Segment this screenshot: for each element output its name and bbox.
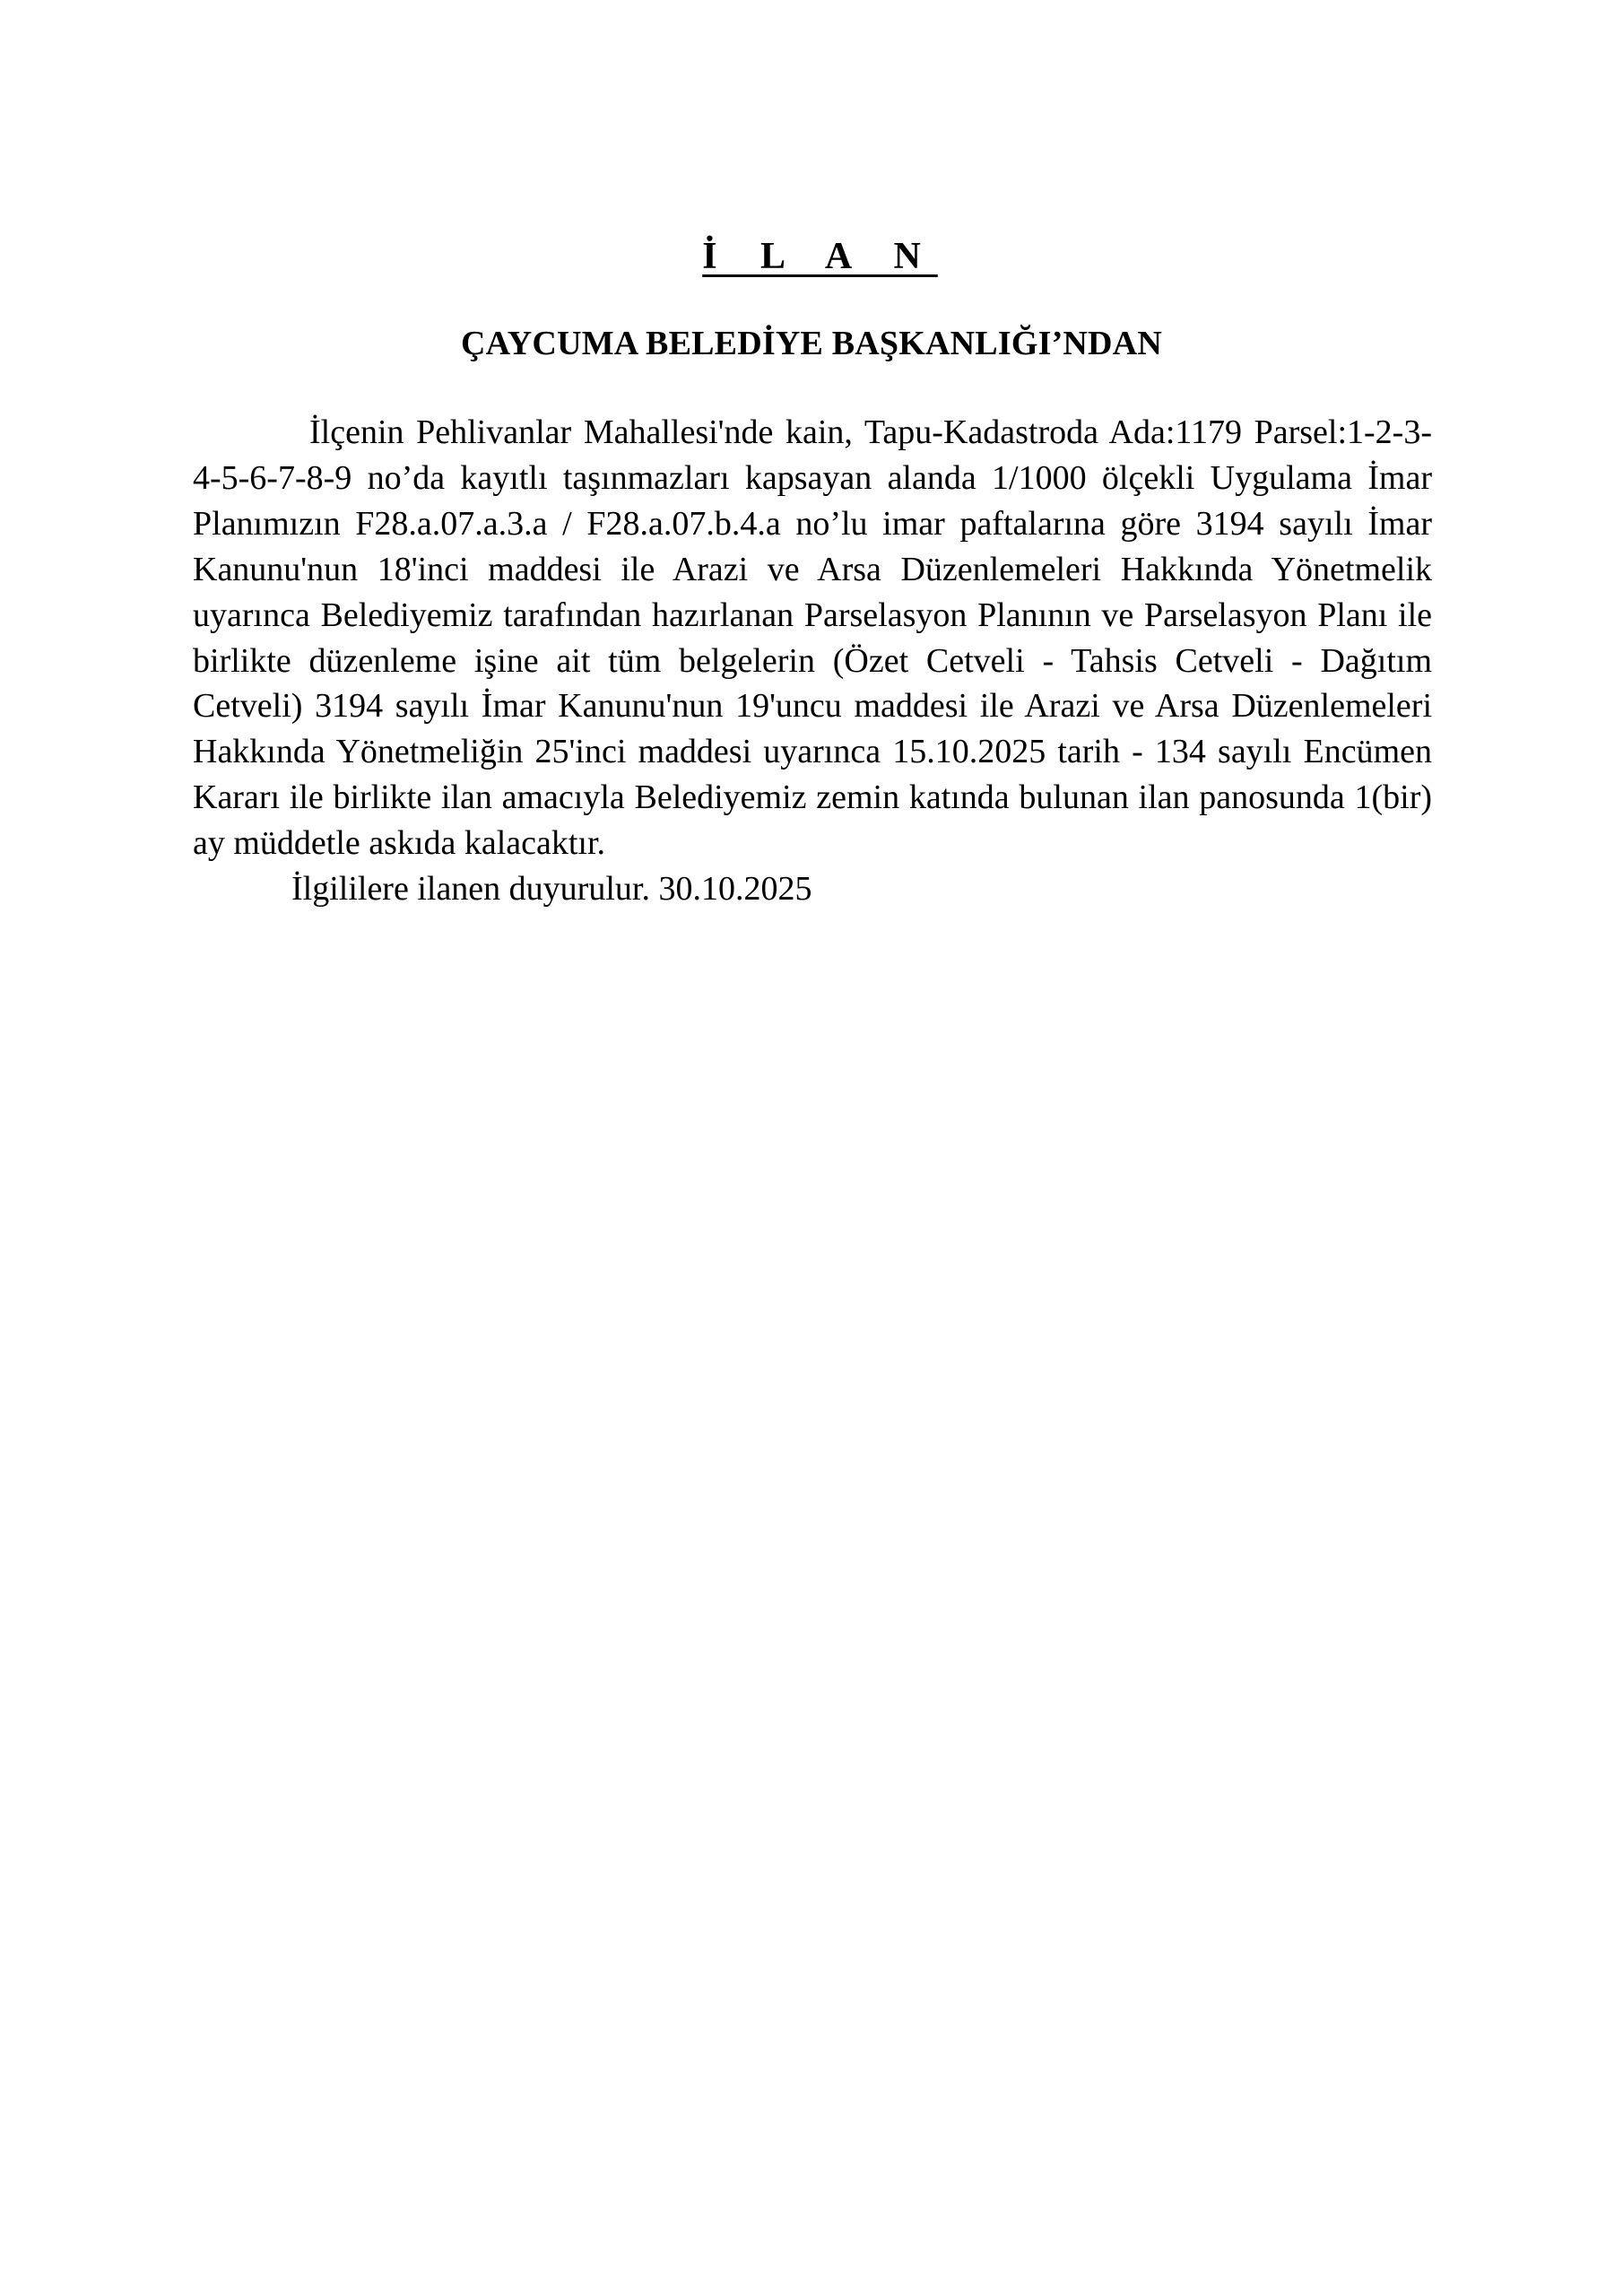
issuer-heading: ÇAYCUMA BELEDİYE BAŞKANLIĞI’NDAN	[460, 325, 1162, 362]
closing-line: İlgililere ilanen duyurulur. 30.10.2025	[291, 870, 812, 909]
notice-paragraph: İlçenin Pehlivanlar Mahallesi'nde kain, Tapu-Kadastroda Ada:1179 Parsel:1-2-3-4-5-6-7-8-9 no’da kayıtlı taşınmazları kapsayan alanda 1/1000 ölçekli Uygulama İmar Planımızın F28.a.07.a.3.a / F28.a.07.b.4.a no’lu imar paftalarına göre 3194 sayılı İmar Kanunu'nun 18'inci maddesi ile Arazi ve Arsa Düzenlemeleri Hakkında Yönetmelik uyarınca Belediyemiz tarafından hazırlanan Parselasyon Planının ve Parselasyon Planı ile birlikte düzenleme işine ait tüm belgelerin (Özet Cetveli - Tahsis Cetveli - Dağıtım Cetveli) 3194 sayılı İmar Kanunu'nun 19'uncu maddesi ile Arazi ve Arsa Düzenlemeleri Hakkında Yönetmeliğin 25'inci maddesi uyarınca 15.10.2025 tarih - 134 sayılı Encümen Kararı ile birlikte ilan amacıyla Belediyemiz zemin katında bulunan ilan panosunda 1(bir) ay müddetle askıda kalacaktır.	[193, 413, 1432, 863]
notice-title: İ L A N	[702, 236, 938, 277]
notice-body	[193, 410, 1432, 912]
